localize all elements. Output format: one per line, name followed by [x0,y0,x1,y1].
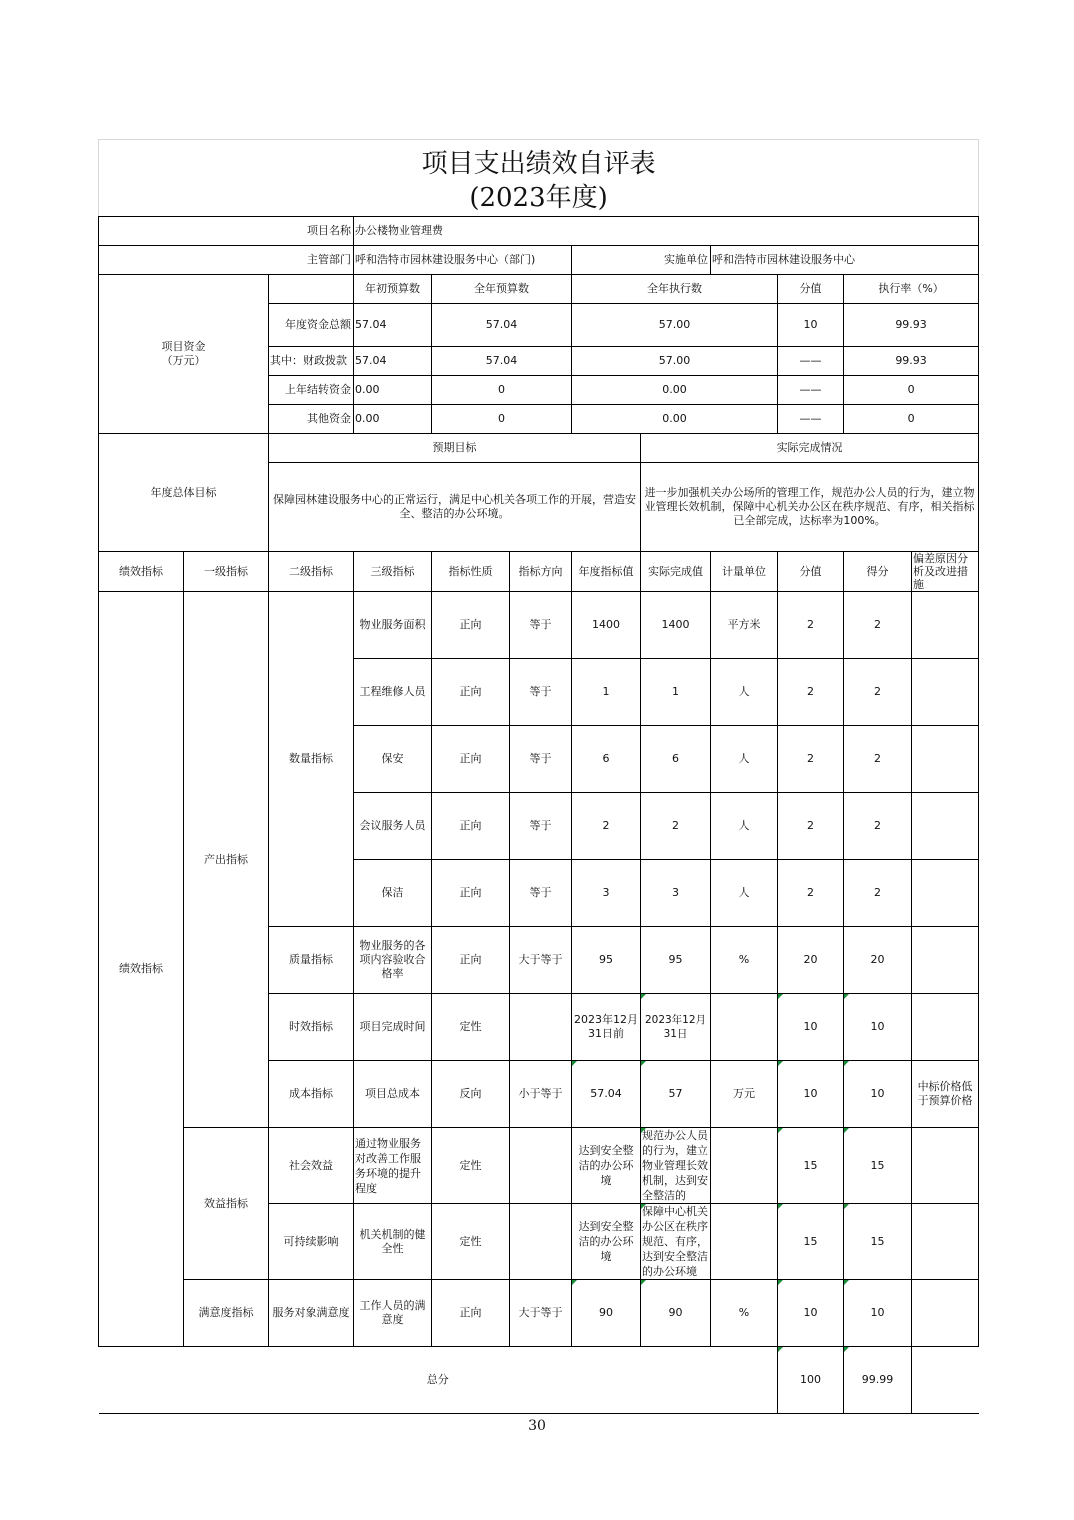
indicator-direction: 等于 [510,592,572,659]
indicator-target: 达到安全整洁的办公环境 [572,1204,641,1280]
satisfaction-sub-label: 服务对象满意度 [269,1280,354,1347]
funds-initial: 0.00 [354,405,432,434]
indicator-note [912,860,979,927]
funds-score-value: —— [778,405,844,434]
indicator-nature: 定性 [432,1204,510,1280]
indicator-direction: 等于 [510,860,572,927]
funds-header-empty [269,275,354,304]
indicator-note [912,793,979,860]
indicator-score: 15 [844,1128,912,1204]
header-cell: 计量单位 [711,552,778,592]
indicator-note [912,659,979,726]
header-cell: 实际完成值 [641,552,711,592]
indicator-value: 2 [778,659,844,726]
indicator-actual: 保障中心机关办公区在秩序规范、有序，达到安全整洁的办公环境 [641,1204,711,1280]
total-score: 99.99 [844,1347,912,1414]
indicator-value: 10 [778,1280,844,1347]
indicator-direction [510,1204,572,1280]
indicator-unit: 人 [711,726,778,793]
funds-header-executed: 全年执行数 [572,275,778,304]
indicator-target: 3 [572,860,641,927]
indicator-target: 2 [572,793,641,860]
indicator-direction: 等于 [510,793,572,860]
indicator-score: 2 [844,793,912,860]
indicator-unit: 万元 [711,1061,778,1128]
goals-expected-header: 预期目标 [269,434,641,463]
indicator-score: 10 [844,1280,912,1347]
header-cell: 绩效指标 [99,552,184,592]
benefit-indicator-label: 效益指标 [184,1128,269,1280]
indicator-target: 90 [572,1280,641,1347]
funds-executed: 0.00 [572,376,778,405]
indicator-target: 6 [572,726,641,793]
indicator-direction: 大于等于 [510,927,572,994]
quantity-indicator-label: 数量指标 [269,592,354,927]
header-cell: 指标方向 [510,552,572,592]
indicator-nature: 正向 [432,592,510,659]
indicator-target: 1400 [572,592,641,659]
indicator-score: 10 [844,1061,912,1128]
indicator-nature: 定性 [432,994,510,1061]
timeliness-indicator-label: 时效指标 [269,994,354,1061]
indicator-value: 2 [778,726,844,793]
indicator-note [912,1128,979,1204]
indicator-unit [711,1128,778,1204]
indicator-name: 会议服务人员 [354,793,432,860]
indicator-score: 10 [844,994,912,1061]
performance-evaluation-table [98,139,979,1414]
indicator-unit [711,994,778,1061]
header-cell: 一级指标 [184,552,269,592]
indicator-name: 机关机制的健全性 [354,1204,432,1280]
indicator-direction [510,1128,572,1204]
goals-actual: 进一步加强机关办公场所的管理工作，规范办公人员的行为，建立物业管理长效机制，保障中心机关办公区在秩序规范、有序，相关指标已全部完成，达标率为100%。 [641,463,979,552]
indicator-value: 2 [778,592,844,659]
project-name-value: 办公楼物业管理费 [354,217,979,246]
funds-header-annual: 全年预算数 [432,275,572,304]
total-note [912,1347,979,1414]
social-indicator-label: 社会效益 [269,1128,354,1204]
funds-header-rate: 执行率（%） [844,275,979,304]
indicator-actual: 规范办公人员的行为，建立物业管理长效机制，达到安全整洁的 [641,1128,711,1204]
indicator-actual: 6 [641,726,711,793]
funds-header-score-value: 分值 [778,275,844,304]
indicator-name: 工程维修人员 [354,659,432,726]
indicator-nature: 正向 [432,927,510,994]
indicator-score: 2 [844,860,912,927]
indicator-score: 2 [844,592,912,659]
indicator-unit: % [711,927,778,994]
indicator-value: 20 [778,927,844,994]
indicator-name: 项目完成时间 [354,994,432,1061]
indicator-direction [510,994,572,1061]
funds-header-initial: 年初预算数 [354,275,432,304]
indicator-nature: 正向 [432,1280,510,1347]
quality-indicator-label: 质量指标 [269,927,354,994]
header-cell: 偏差原因分析及改进措施 [912,552,979,592]
sustain-indicator-label: 可持续影响 [269,1204,354,1280]
total-value: 100 [778,1347,844,1414]
header-cell: 指标性质 [432,552,510,592]
indicator-unit: % [711,1280,778,1347]
indicator-target: 57.04 [572,1061,641,1128]
indicator-direction: 等于 [510,726,572,793]
funds-label: 项目资金 （万元） [99,275,269,434]
funds-annual: 57.04 [432,304,572,347]
page-number: 30 [528,1418,546,1434]
funds-initial: 0.00 [354,376,432,405]
funds-annual: 57.04 [432,347,572,376]
indicator-value: 15 [778,1128,844,1204]
cost-indicator-label: 成本指标 [269,1061,354,1128]
dept-value: 呼和浩特市园林建设服务中心（部门) [354,246,572,275]
funds-rate: 0 [844,376,979,405]
indicator-note [912,1204,979,1280]
indicator-direction: 等于 [510,659,572,726]
indicator-note [912,994,979,1061]
indicator-direction: 大于等于 [510,1280,572,1347]
indicator-unit: 人 [711,793,778,860]
funds-executed: 57.00 [572,304,778,347]
table-row [99,1128,979,1204]
indicator-unit [711,1204,778,1280]
indicator-name: 工作人员的满意度 [354,1280,432,1347]
dept-label: 主管部门 [99,246,354,275]
total-label: 总分 [99,1347,778,1414]
indicator-unit: 人 [711,860,778,927]
goals-label: 年度总体目标 [99,434,269,552]
indicator-name: 通过物业服务对改善工作服务环境的提升程度 [354,1128,432,1204]
indicator-target: 95 [572,927,641,994]
indicator-nature: 正向 [432,726,510,793]
indicator-score: 20 [844,927,912,994]
indicator-value: 2 [778,860,844,927]
funds-row-label: 上年结转资金 [269,376,354,405]
indicator-unit: 人 [711,659,778,726]
funds-score-value: —— [778,376,844,405]
funds-score-value: —— [778,347,844,376]
funds-executed: 57.00 [572,347,778,376]
indicator-nature: 定性 [432,1128,510,1204]
indicator-nature: 正向 [432,793,510,860]
indicator-name: 保安 [354,726,432,793]
indicator-actual: 3 [641,860,711,927]
indicator-score: 2 [844,659,912,726]
indicator-value: 2 [778,793,844,860]
funds-annual: 0 [432,376,572,405]
goals-actual-header: 实际完成情况 [641,434,979,463]
indicator-actual: 1400 [641,592,711,659]
funds-rate: 0 [844,405,979,434]
indicator-name: 项目总成本 [354,1061,432,1128]
indicator-note [912,592,979,659]
output-indicator-label: 产出指标 [184,592,269,1128]
page-subtitle: (2023年度) [469,183,608,213]
total-row [99,1347,979,1414]
header-cell: 得分 [844,552,912,592]
funds-initial: 57.04 [354,304,432,347]
indicator-note [912,726,979,793]
impl-label: 实施单位 [572,246,711,275]
indicator-value: 10 [778,1061,844,1128]
indicator-actual: 57 [641,1061,711,1128]
indicator-actual: 90 [641,1280,711,1347]
table-row [99,1280,979,1347]
title-cell [99,140,979,217]
funds-annual: 0 [432,405,572,434]
funds-executed: 0.00 [572,405,778,434]
indicator-direction: 小于等于 [510,1061,572,1128]
header-cell: 分值 [778,552,844,592]
header-cell: 二级指标 [269,552,354,592]
indicator-target: 达到安全整洁的办公环境 [572,1128,641,1204]
funds-initial: 57.04 [354,347,432,376]
indicator-actual: 1 [641,659,711,726]
indicator-unit: 平方米 [711,592,778,659]
indicator-value: 15 [778,1204,844,1280]
funds-rate: 99.93 [844,304,979,347]
perf-indicator-label: 绩效指标 [99,592,184,1347]
funds-row-label: 年度资金总额 [269,304,354,347]
project-name-label: 项目名称 [99,217,354,246]
indicator-header-row [99,552,979,592]
indicator-nature: 正向 [432,860,510,927]
indicator-nature: 反向 [432,1061,510,1128]
indicator-actual: 95 [641,927,711,994]
header-cell: 年度指标值 [572,552,641,592]
goals-expected: 保障园林建设服务中心的正常运行，满足中心机关各项工作的开展，营造安全、整洁的办公环境。 [269,463,641,552]
indicator-actual: 2023年12月31日 [641,994,711,1061]
indicator-nature: 正向 [432,659,510,726]
indicator-target: 2023年12月31日前 [572,994,641,1061]
page-title: 项目支出绩效自评表 [421,149,656,179]
funds-score-value: 10 [778,304,844,347]
indicator-name: 保洁 [354,860,432,927]
table-row [99,592,979,659]
indicator-value: 10 [778,994,844,1061]
indicator-note [912,1280,979,1347]
funds-rate: 99.93 [844,347,979,376]
indicator-target: 1 [572,659,641,726]
funds-row-label: 其中：财政拨款 [269,347,354,376]
impl-value: 呼和浩特市园林建设服务中心 [711,246,979,275]
indicator-note [912,927,979,994]
indicator-actual: 2 [641,793,711,860]
indicator-score: 2 [844,726,912,793]
indicator-name: 物业服务的各项内容验收合格率 [354,927,432,994]
indicator-note: 中标价格低于预算价格 [912,1061,979,1128]
header-cell: 三级指标 [354,552,432,592]
satisfaction-indicator-label: 满意度指标 [184,1280,269,1347]
funds-row-label: 其他资金 [269,405,354,434]
indicator-name: 物业服务面积 [354,592,432,659]
indicator-score: 15 [844,1204,912,1280]
